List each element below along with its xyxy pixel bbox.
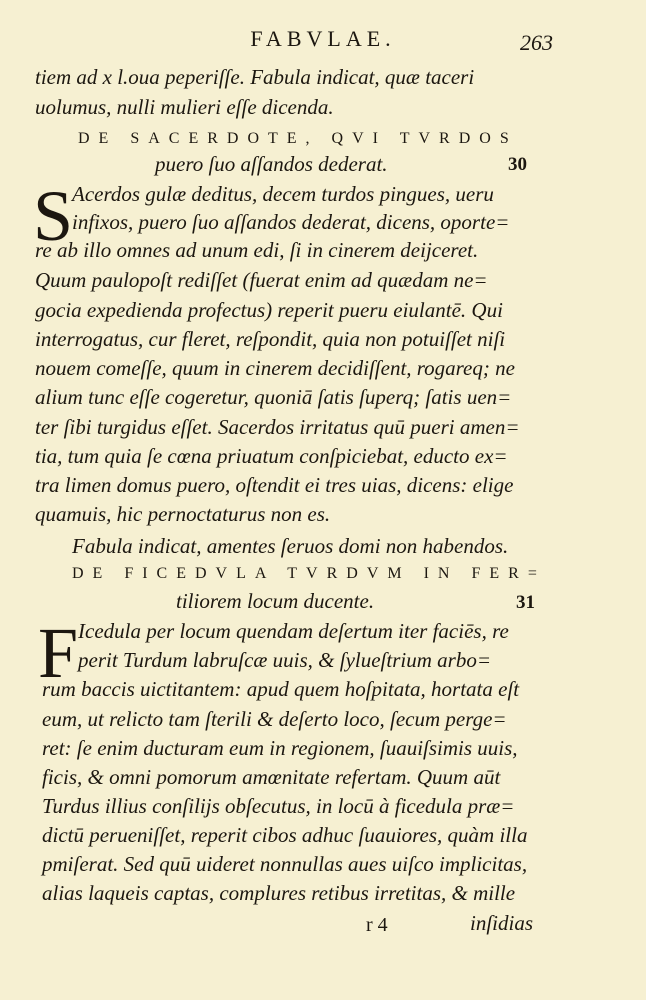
text-line: ter ſibi turgidus eſſet. Sacerdos irritatus quū pueri amen= <box>35 415 520 439</box>
drop-cap-initial: S <box>33 176 74 256</box>
text-line: interrogatus, cur fleret, reſpondit, quia non potuiſſet niſi <box>35 327 506 351</box>
fable-number: 31 <box>516 592 535 613</box>
text-line: ret: ſe enim ducturam eum in regionem, ſuauiſsimis uuis, <box>42 736 518 760</box>
text-line: perit Turdum labruſcæ uuis, & ſylueſtrium arbo= <box>78 648 491 672</box>
text-line: ficis, & omni pomorum amœnitate refertam. Quum aūt <box>42 765 501 789</box>
text-line: dictū perueniſſet, reperit cibos adhuc ſuauiores, quàm illa <box>42 823 528 847</box>
text-line: uolumus, nulli mulieri eſſe dicenda. <box>35 95 334 119</box>
text-line: Turdus illius conſilijs obſecutus, in locū à ficedula præ= <box>42 794 515 818</box>
running-title: FABVLAE. <box>250 26 396 51</box>
fable-moral: Fabula indicat, amentes ſeruos domi non habendos. <box>72 534 509 558</box>
text-line: eum, ut relicto tam ſterili & deſerto loco, ſecum perge= <box>42 707 507 731</box>
text-line: rum baccis uictitantem: apud quem hoſpitata, hortata eſt <box>42 677 520 701</box>
drop-cap-initial: F <box>38 613 79 693</box>
text-line: Quum paulopoſt rediſſet (fuerat enim ad quædam ne= <box>35 268 488 292</box>
text-line: alium tunc eſſe cogeretur, quoniā ſatis ſuperq; ſatis uen= <box>35 385 512 409</box>
text-line: Acerdos gulæ deditus, decem turdos pingues, ueru <box>72 182 494 206</box>
fable-title-caps: DE FICEDVLA TVRDVM IN FER= <box>72 565 546 582</box>
fable-number: 30 <box>508 154 527 175</box>
text-line: tra limen domus puero, oſtendit ei tres uias, dicens: elige <box>35 473 514 497</box>
text-line: re ab illo omnes ad unum edi, ſi in cinerem deijceret. <box>35 238 479 262</box>
fable-title-caps: DE SACERDOTE, QVI TVRDOS <box>78 130 518 147</box>
text-line: Icedula per locum quendam deſertum iter faciēs, re <box>78 619 509 643</box>
fable-title-italic: puero ſuo aſſandos dederat. <box>155 152 388 176</box>
text-line: pmiſerat. Sed quū uideret nonnullas aues uiſco implicitas, <box>42 852 528 876</box>
page-number: 263 <box>520 30 553 55</box>
signature-mark: r 4 <box>366 914 388 936</box>
text-line: gocia expedienda profectus) reperit pueru eiulantē. Qui <box>35 298 503 322</box>
text-line: alias laqueis captas, complures retibus irretitas, & mille <box>42 881 516 905</box>
text-line: nouem comeſſe, quum in cinerem decidiſſent, rogareq; ne <box>35 356 515 380</box>
catchword: inſidias <box>470 911 534 935</box>
text-line: tia, tum quia ſe cœna priuatum conſpiciebat, educto ex= <box>35 444 508 468</box>
text-line: tiem ad x l.oua peperiſſe. Fabula indicat, quæ taceri <box>35 65 475 89</box>
fable-title-italic: tiliorem locum ducente. <box>176 589 375 613</box>
text-line: quamuis, hic pernoctaturus non es. <box>35 502 331 526</box>
text-line: infixos, puero ſuo aſſandos dederat, dicens, oporte= <box>72 210 510 234</box>
